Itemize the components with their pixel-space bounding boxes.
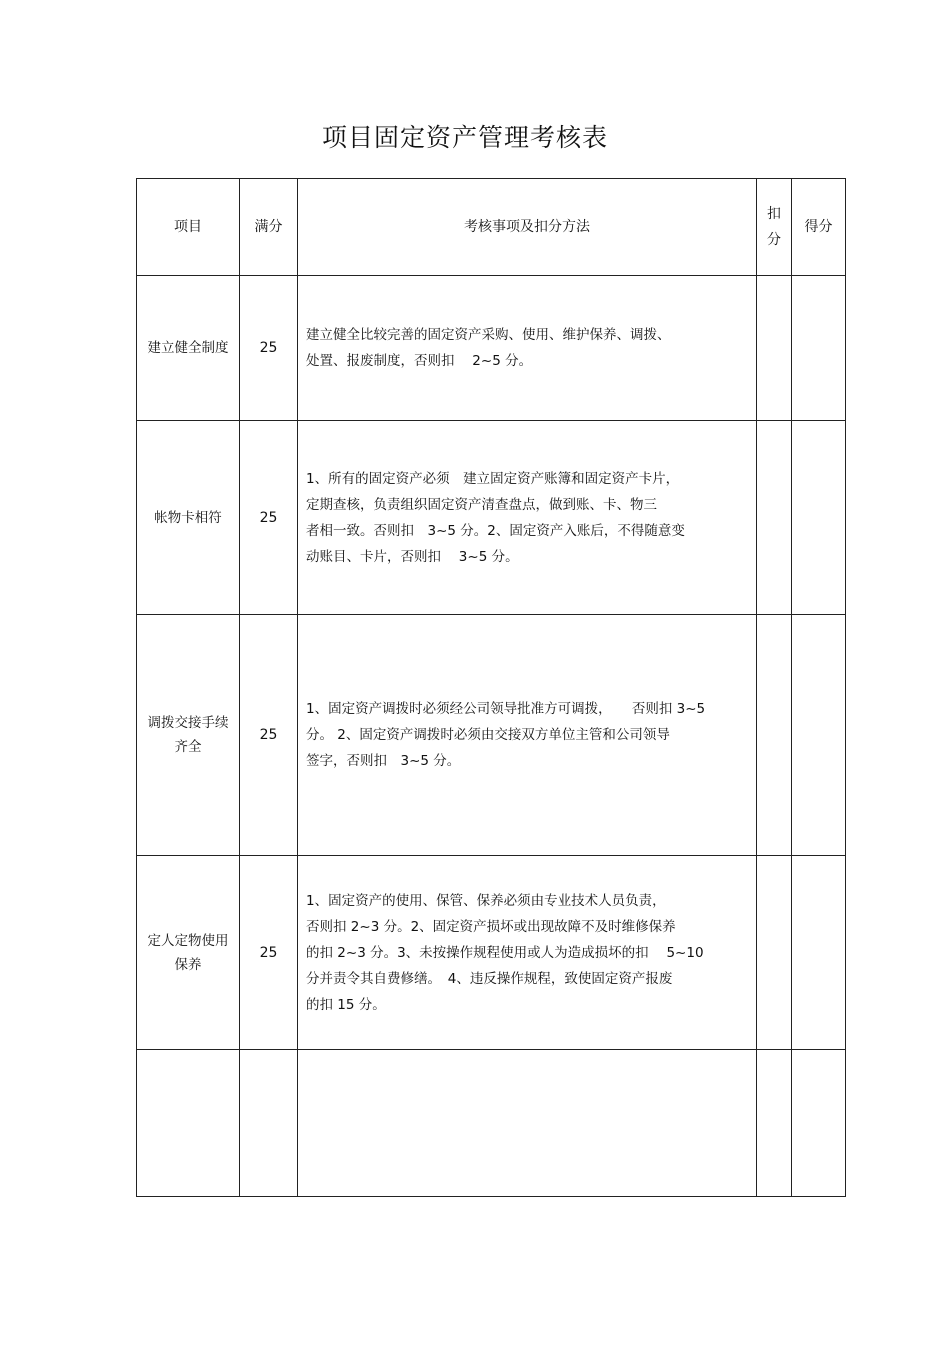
table-row-empty bbox=[137, 1050, 846, 1197]
row-score bbox=[792, 1050, 846, 1197]
row-deduct bbox=[757, 615, 792, 856]
row-method: 建立健全比较完善的固定资产采购、使用、维护保养、调拨、 处置、报废制度，否则扣 2~5 分。 bbox=[306, 327, 671, 369]
row-score bbox=[792, 856, 846, 1050]
page-title: 项目固定资产管理考核表 bbox=[321, 123, 608, 152]
table-row bbox=[137, 856, 846, 1050]
row-method-cell bbox=[298, 421, 757, 615]
table-row bbox=[137, 276, 846, 421]
row-method-cell bbox=[298, 276, 757, 421]
row-item: 调拨交接手续齐全 bbox=[147, 715, 229, 755]
row-item-cell bbox=[137, 856, 240, 1050]
row-item: 帐物卡相符 bbox=[154, 509, 222, 526]
row-deduct bbox=[757, 856, 792, 1050]
row-method-cell bbox=[298, 615, 757, 856]
header-deduct-label: 扣分 bbox=[767, 206, 781, 248]
assessment-table bbox=[136, 178, 846, 1197]
row-method: 1、固定资产调拨时必须经公司领导批准方可调拨， 否则扣 3~5 分。 2、固定资产调拨时必须由交接双方单位主管和公司领导 签字，否则扣 3~5 分。 bbox=[306, 701, 706, 769]
row-item-cell bbox=[137, 276, 240, 421]
row-score bbox=[792, 615, 846, 856]
table-row bbox=[137, 615, 846, 856]
row-full-score bbox=[240, 856, 298, 1050]
row-method: 1、所有的固定资产必须 建立固定资产账簿和固定资产卡片， 定期查核，负责组织固定资产清查盘点，做到账、卡、物三 者相一致。否则扣 3~5 分。2、固定资产入账后，不得随意变 动账目、卡片，否则扣 3~5 分。 bbox=[306, 470, 685, 565]
row-item-cell bbox=[137, 615, 240, 856]
row-score bbox=[792, 276, 846, 421]
row-item-cell bbox=[137, 421, 240, 615]
row-score bbox=[792, 421, 846, 615]
row-full-score-value: 25 bbox=[259, 727, 278, 743]
header-method: 考核事项及扣分方法 bbox=[298, 179, 757, 276]
row-method: 1、固定资产的使用、保管、保养必须由专业技术人员负责， 否则扣 2~3 分。2、固定资产损坏或出现故障不及时维修保养 的扣 2~3 分。3、未按操作规程使用或人为造成损坏的扣 5~10 分并责令其自费修缮。 4、违反操作规程，致使固定资产报废 的扣 15 分。 bbox=[306, 892, 704, 1013]
row-method-cell bbox=[298, 856, 757, 1050]
header-score: 得分 bbox=[792, 179, 846, 276]
header-full-score: 满分 bbox=[240, 179, 298, 276]
row-full-score bbox=[240, 276, 298, 421]
row-full-score bbox=[240, 421, 298, 615]
row-deduct bbox=[757, 276, 792, 421]
row-full-score-value: 25 bbox=[259, 944, 278, 961]
header-deduct bbox=[757, 179, 792, 276]
header-item: 项目 bbox=[137, 179, 240, 276]
row-method bbox=[298, 1050, 757, 1197]
table-row bbox=[137, 421, 846, 615]
row-deduct bbox=[757, 421, 792, 615]
row-item: 定人定物使用保养 bbox=[147, 932, 229, 973]
row-item bbox=[137, 1050, 240, 1197]
row-full-score-value: 25 bbox=[259, 509, 278, 526]
row-full-score bbox=[240, 1050, 298, 1197]
row-item: 建立健全制度 bbox=[147, 340, 229, 356]
row-deduct bbox=[757, 1050, 792, 1197]
row-full-score bbox=[240, 615, 298, 856]
row-full-score-value: 25 bbox=[259, 340, 278, 356]
table-header-row bbox=[137, 179, 846, 276]
